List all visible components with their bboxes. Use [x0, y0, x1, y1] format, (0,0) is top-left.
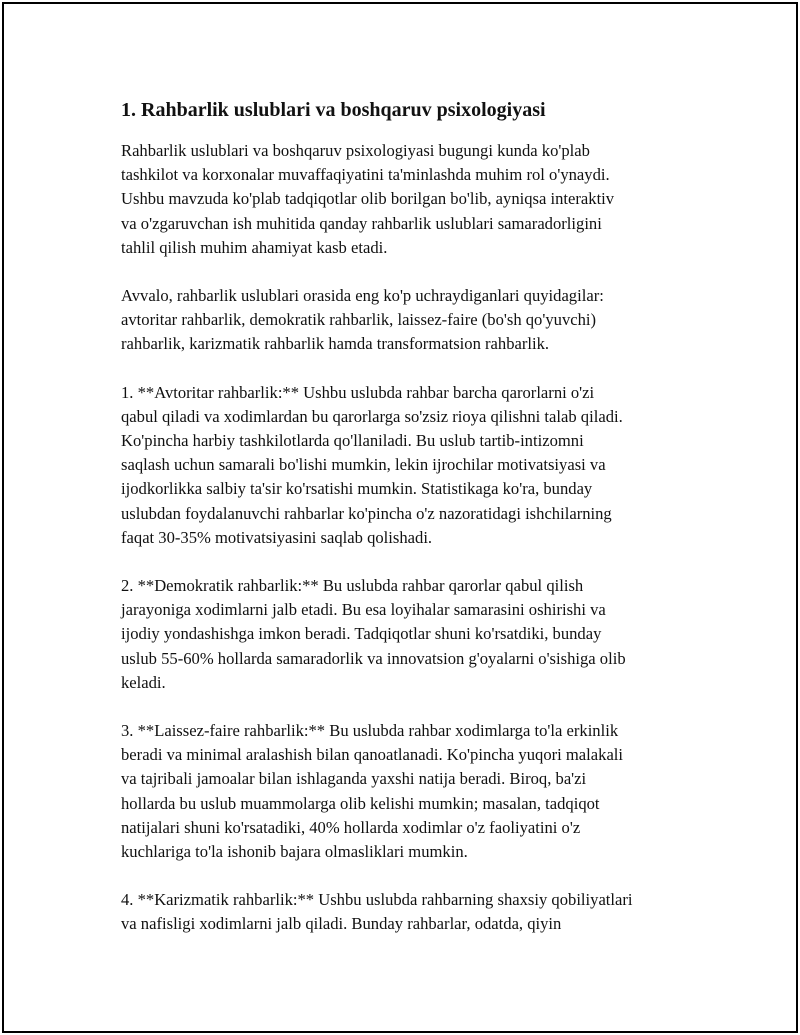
text-line: tahlil qilish muhim ahamiyat kasb etadi.	[121, 237, 388, 257]
paragraph-autocratic	[121, 381, 706, 550]
text-line: natijalari shuni ko'rsatadiki, 40% hollarda xodimlar o'z faoliyatini o'z	[121, 817, 581, 837]
paragraph-democratic	[121, 574, 706, 695]
text-line: uslub 55-60% hollarda samaradorlik va innovatsion g'oyalarni o'sishiga olib	[121, 648, 626, 668]
text-line: tashkilot va korxonalar muvaffaqiyatini ta'minlashda muhim rol o'ynaydi.	[121, 165, 610, 185]
text-line: faqat 30-35% motivatsiyasini saqlab qolishadi.	[121, 527, 433, 547]
text-line: jarayoniga xodimlarni jalb etadi. Bu esa loyihalar samarasini oshirishi va	[121, 600, 606, 620]
paragraph-charismatic	[121, 888, 706, 936]
paragraph-styles-overview	[121, 284, 706, 357]
text-line: Avvalo, rahbarlik uslublari orasida eng ko'p uchraydiganlari quyidagilar:	[121, 286, 604, 306]
text-line: Ushbu mavzuda ko'plab tadqiqotlar olib borilgan bo'lib, ayniqsa interaktiv	[121, 189, 615, 209]
text-line: 1. **Avtoritar rahbarlik:** Ushbu uslubda rahbar barcha qarorlarni o'zi	[121, 382, 595, 402]
text-line: kuchlariga to'la ishonib bajara olmasliklari mumkin.	[121, 842, 468, 862]
text-line: avtoritar rahbarlik, demokratik rahbarlik, laissez-faire (bo'sh qo'yuvchi)	[121, 310, 597, 330]
text-line: Ko'pincha harbiy tashkilotlarda qo'llaniladi. Bu uslub tartib-intizomni	[121, 431, 584, 451]
text-line: uslubdan foydalanuvchi rahbarlar ko'pincha o'z nazoratidagi ishchilarning	[121, 503, 612, 523]
text-line: 2. **Demokratik rahbarlik:** Bu uslubda rahbar qarorlar qabul qilish	[121, 576, 584, 596]
text-line: beradi va minimal aralashish bilan qanoatlanadi. Ko'pincha yuqori malakali	[121, 745, 624, 765]
text-line: saqlash uchun samarali bo'lishi mumkin, lekin ijrochilar motivatsiyasi va	[121, 455, 606, 475]
text-line: 3. **Laissez-faire rahbarlik:** Bu uslubda rahbar xodimlarga to'la erkinlik	[121, 721, 619, 741]
text-line: hollarda bu uslub muammolarga olib kelishi mumkin; masalan, tadqiqot	[121, 793, 600, 813]
text-line: qabul qiladi va xodimlardan bu qarorlarga so'zsiz rioya qilishni talab qiladi.	[121, 406, 623, 426]
text-line: va tajribali jamoalar bilan ishlaganda yaxshi natija beradi. Biroq, ba'zi	[121, 769, 587, 789]
text-line: rahbarlik, karizmatik rahbarlik hamda transformatsion rahbarlik.	[121, 334, 550, 354]
text-line: va nafisligi xodimlarni jalb qiladi. Bunday rahbarlar, odatda, qiyin	[121, 914, 562, 934]
text-line: keladi.	[121, 672, 166, 692]
page-frame	[2, 2, 798, 1033]
paragraph-laissez-faire	[121, 719, 706, 864]
text-line: ijodkorlikka salbiy ta'sir ko'rsatishi mumkin. Statistikaga ko'ra, bunday	[121, 479, 593, 499]
section-heading: 1. Rahbarlik uslublari va boshqaruv psixologiyasi	[121, 99, 546, 121]
text-line: ijodiy yondashishga imkon beradi. Tadqiqotlar shuni ko'rsatdiki, bunday	[121, 624, 602, 644]
text-line: 4. **Karizmatik rahbarlik:** Ushbu uslubda rahbarning shaxsiy qobiliyatlari	[121, 890, 633, 910]
text-line: Rahbarlik uslublari va boshqaruv psixologiyasi bugungi kunda ko'plab	[121, 141, 590, 160]
paragraph-intro	[121, 139, 706, 260]
text-line: va o'zgaruvchan ish muhitida qanday rahbarlik uslublari samaradorligini	[121, 213, 602, 233]
document-body	[121, 96, 706, 961]
